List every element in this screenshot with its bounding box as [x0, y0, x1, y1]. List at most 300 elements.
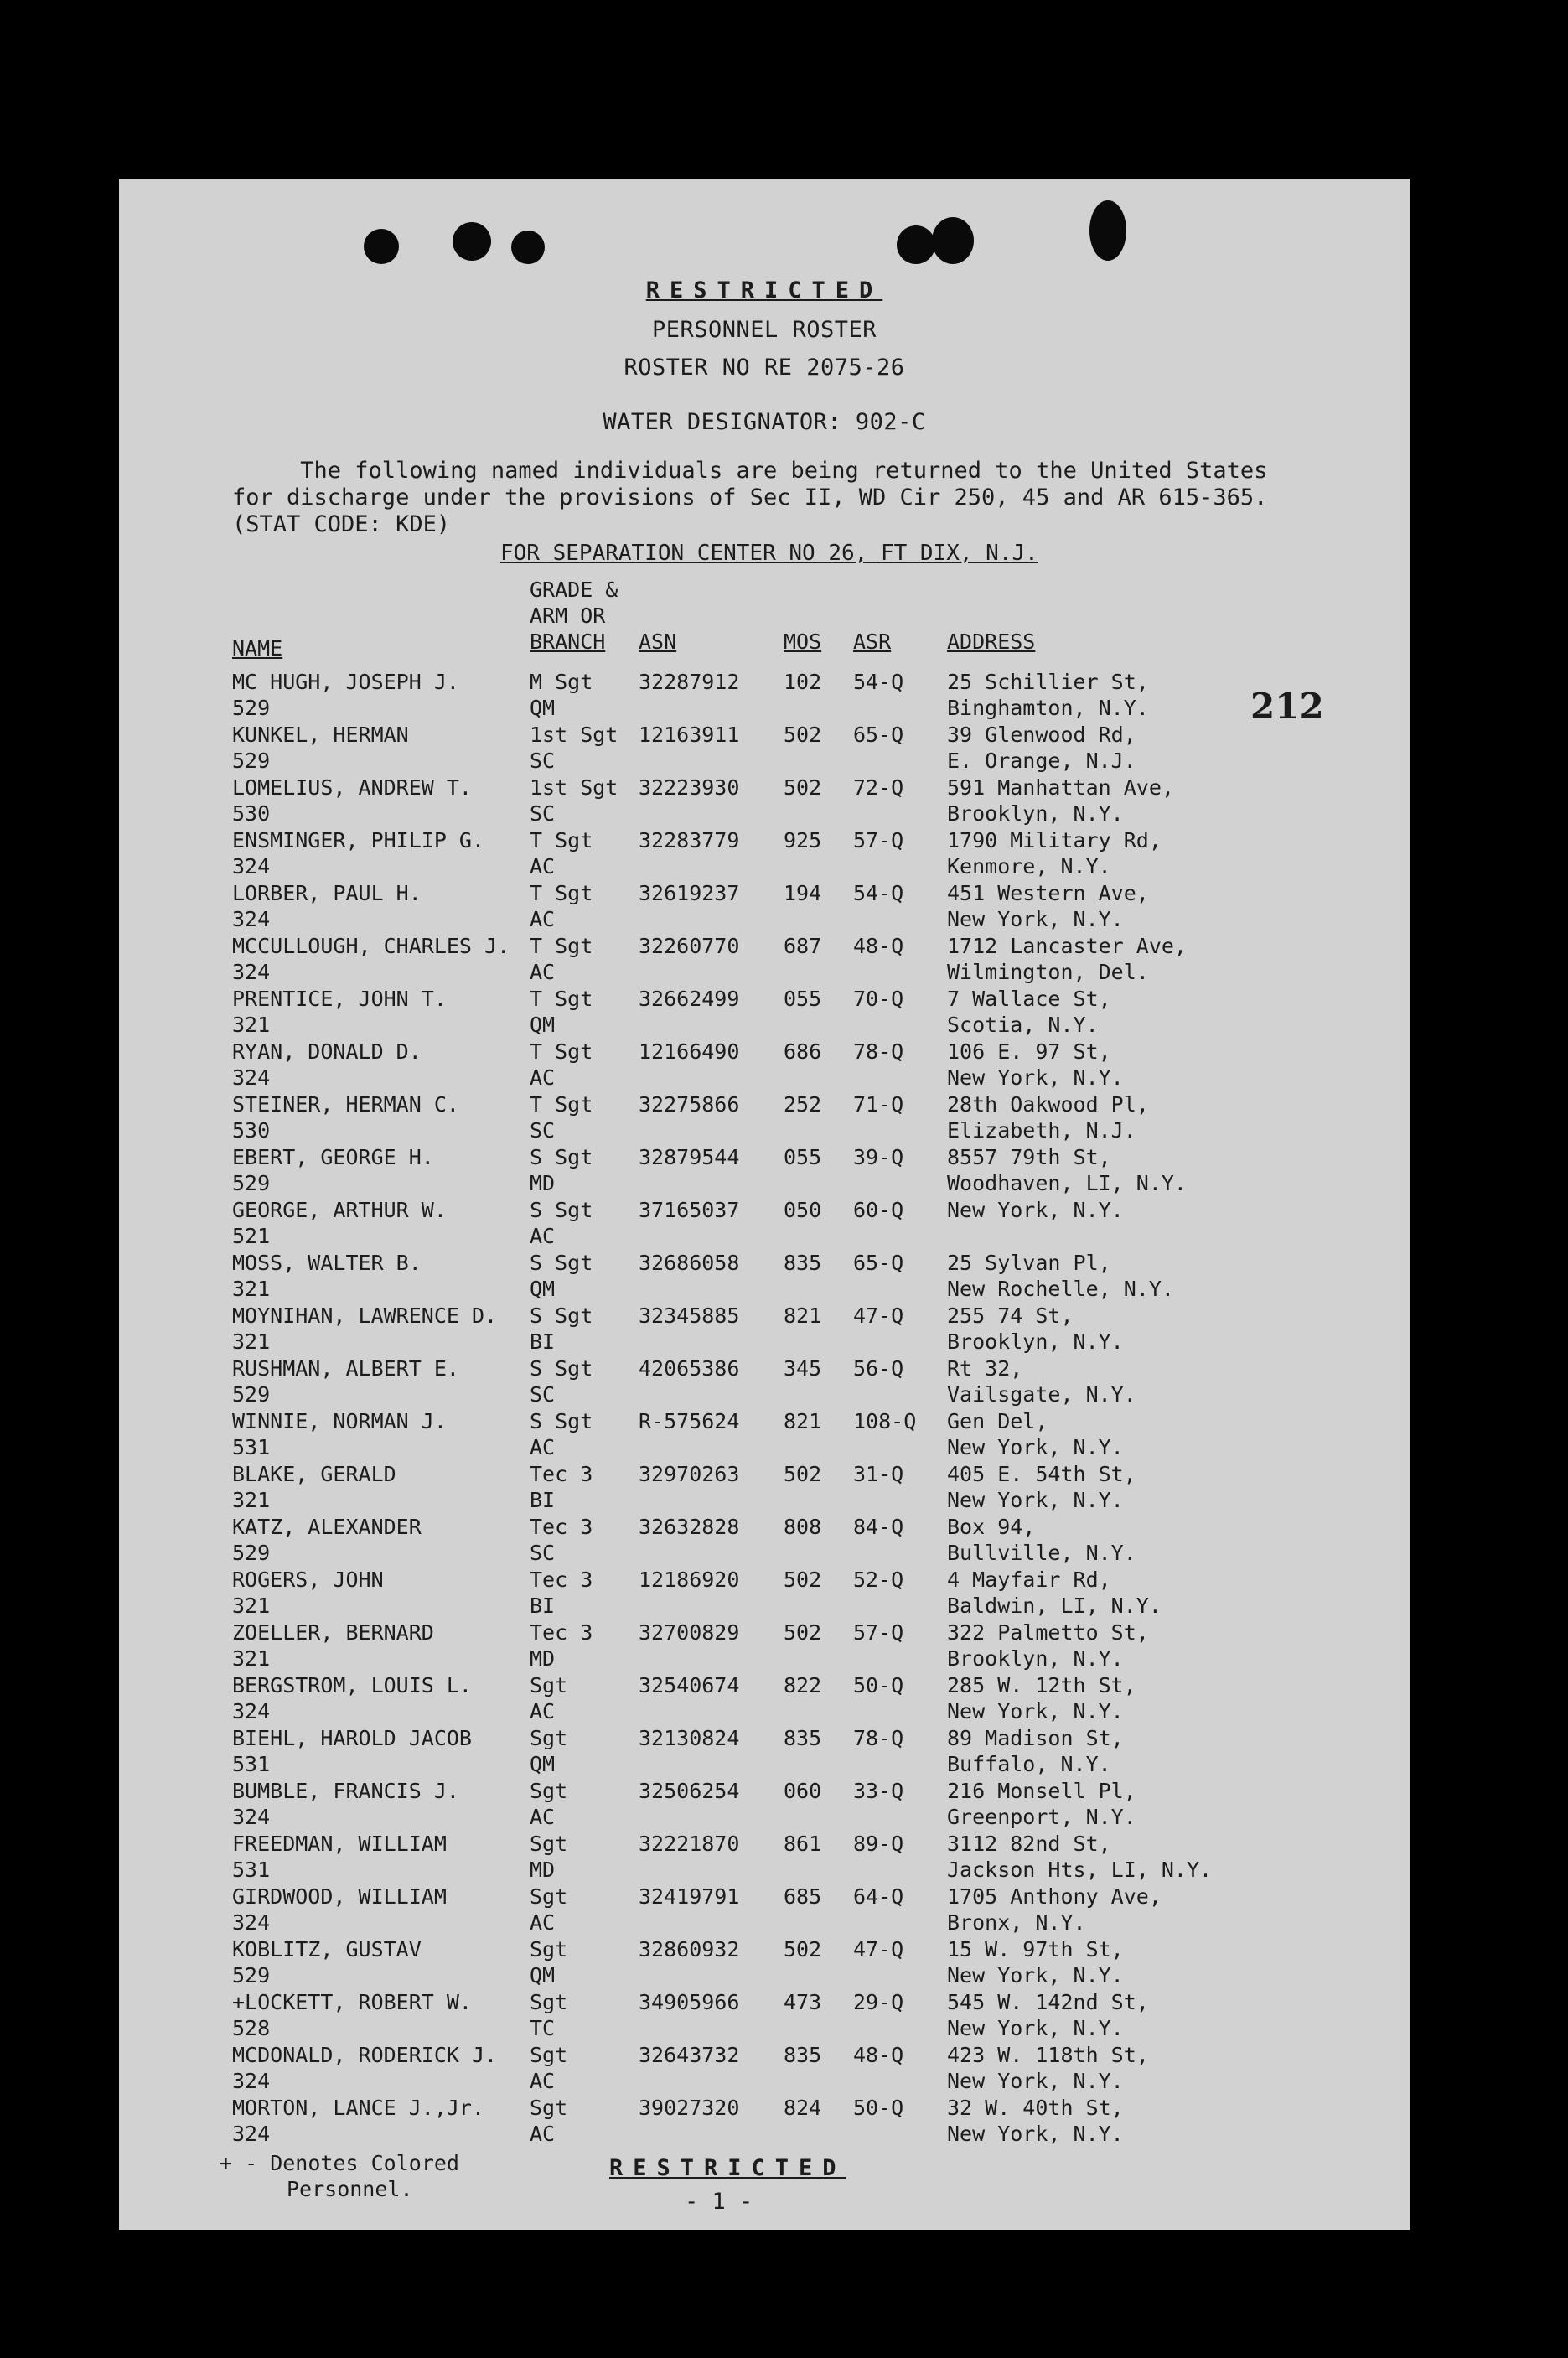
table-row: [119, 722, 1410, 775]
col-header-asn: ASN: [639, 630, 677, 654]
row-address-line-2: Woodhaven, LI, N.Y.: [947, 1171, 1187, 1195]
row-name: STEINER, HERMAN C.: [232, 1092, 459, 1117]
row-asr: 57-Q: [853, 828, 904, 853]
row-asr: 60-Q: [853, 1198, 904, 1222]
row-grade: Tec 3: [530, 1568, 593, 1592]
row-code: 324: [232, 1805, 271, 1829]
footnote-line-2: Personnel.: [287, 2177, 413, 2201]
row-code: 324: [232, 2122, 271, 2146]
table-row: [119, 1725, 1410, 1778]
table-row: [119, 2042, 1410, 2095]
row-grade: S Sgt: [530, 1409, 593, 1433]
intro-line-1: The following named individuals are being returned to the United States: [232, 458, 1268, 484]
row-grade: S Sgt: [530, 1251, 593, 1275]
row-name: LOMELIUS, ANDREW T.: [232, 775, 472, 800]
row-address-line-1: New York, N.Y.: [947, 1198, 1124, 1222]
roster-title: PERSONNEL ROSTER: [651, 317, 877, 343]
row-asr: 57-Q: [853, 1620, 904, 1645]
row-mos: 502: [784, 1568, 822, 1592]
row-code: 324: [232, 1065, 271, 1090]
intro-line-2: for discharge under the provisions of Sec II, WD Cir 250, 45 and AR 615-365.: [232, 485, 1268, 510]
row-asn: 32879544: [639, 1145, 740, 1169]
row-code: 321: [232, 1013, 271, 1037]
table-row: [119, 2095, 1410, 2148]
row-branch: AC: [530, 2069, 556, 2093]
punch-hole: [1089, 200, 1126, 261]
row-address-line-2: E. Orange, N.J.: [947, 749, 1136, 773]
row-mos: 502: [784, 775, 822, 800]
row-mos: 925: [784, 828, 822, 853]
row-mos: 473: [784, 1990, 822, 2014]
row-address-line-2: Kenmore, N.Y.: [947, 854, 1111, 878]
row-branch: SC: [530, 1382, 556, 1407]
row-asr: 50-Q: [853, 2096, 904, 2120]
row-asr: 84-Q: [853, 1515, 904, 1539]
row-branch: QM: [530, 1277, 556, 1301]
row-name: ENSMINGER, PHILIP G.: [232, 828, 485, 853]
row-asn: 32287912: [639, 670, 740, 694]
row-grade: T Sgt: [530, 1092, 593, 1117]
row-asn: 42065386: [639, 1356, 740, 1381]
row-mos: 502: [784, 1937, 822, 1962]
row-branch: TC: [530, 2016, 556, 2040]
row-address-line-1: 255 74 St,: [947, 1303, 1074, 1328]
row-address-line-2: Scotia, N.Y.: [947, 1013, 1099, 1037]
row-branch: SC: [530, 1118, 556, 1143]
separation-center: FOR SEPARATION CENTER NO 26, FT DIX, N.J.: [500, 541, 1038, 566]
row-address-line-1: 451 Western Ave,: [947, 881, 1149, 905]
row-asr: 31-Q: [853, 1462, 904, 1486]
row-address-line-1: Box 94,: [947, 1515, 1036, 1539]
row-branch: MD: [530, 1171, 556, 1195]
row-grade: Tec 3: [530, 1462, 593, 1486]
table-row: [119, 1778, 1410, 1831]
col-header-grade-2: ARM OR: [530, 604, 606, 628]
punch-hole: [511, 231, 545, 264]
row-address-line-1: 591 Manhattan Ave,: [947, 775, 1174, 800]
page-stamp-number: 212: [1250, 686, 1324, 727]
row-code: 324: [232, 960, 271, 984]
table-row: [119, 1039, 1410, 1091]
row-grade: Tec 3: [530, 1515, 593, 1539]
row-asn: 39027320: [639, 2096, 740, 2120]
row-code: 529: [232, 749, 271, 773]
row-address-line-1: 4 Mayfair Rd,: [947, 1568, 1111, 1592]
row-asr: 108-Q: [853, 1409, 917, 1433]
row-branch: QM: [530, 1013, 556, 1037]
row-address-line-2: Bronx, N.Y.: [947, 1910, 1086, 1935]
row-grade: T Sgt: [530, 987, 593, 1011]
row-grade: S Sgt: [530, 1303, 593, 1328]
row-mos: 821: [784, 1303, 822, 1328]
row-address-line-2: Vailsgate, N.Y.: [947, 1382, 1136, 1407]
row-asn: 32130824: [639, 1726, 740, 1750]
intro-line-3: (STAT CODE: KDE): [232, 511, 451, 537]
table-row: [119, 880, 1410, 933]
table-row: [119, 1408, 1410, 1461]
row-name: GEORGE, ARTHUR W.: [232, 1198, 447, 1222]
row-asr: 33-Q: [853, 1779, 904, 1803]
row-name: KUNKEL, HERMAN: [232, 723, 409, 747]
row-asr: 72-Q: [853, 775, 904, 800]
col-header-mos: MOS: [784, 630, 822, 654]
row-address-line-1: 89 Madison St,: [947, 1726, 1124, 1750]
row-name: ROGERS, JOHN: [232, 1568, 384, 1592]
row-asn: 32275866: [639, 1092, 740, 1117]
row-grade: M Sgt: [530, 670, 593, 694]
row-asn: 32223930: [639, 775, 740, 800]
row-code: 324: [232, 2069, 271, 2093]
row-mos: 050: [784, 1198, 822, 1222]
row-address-line-2: New York, N.Y.: [947, 2016, 1124, 2040]
row-asn: 12163911: [639, 723, 740, 747]
table-row: [119, 986, 1410, 1039]
row-asr: 52-Q: [853, 1568, 904, 1592]
row-branch: AC: [530, 960, 556, 984]
row-mos: 345: [784, 1356, 822, 1381]
row-address-line-1: 25 Sylvan Pl,: [947, 1251, 1111, 1275]
col-header-asr: ASR: [853, 630, 892, 654]
row-branch: SC: [530, 801, 556, 826]
row-asr: 64-Q: [853, 1884, 904, 1909]
row-branch: AC: [530, 1224, 556, 1248]
row-branch: QM: [530, 696, 556, 720]
row-mos: 835: [784, 1726, 822, 1750]
row-name: MCCULLOUGH, CHARLES J.: [232, 934, 510, 958]
row-code: 521: [232, 1224, 271, 1248]
row-address-line-1: 25 Schillier St,: [947, 670, 1149, 694]
row-asn: 32345885: [639, 1303, 740, 1328]
row-code: 321: [232, 1329, 271, 1354]
row-address-line-1: 216 Monsell Pl,: [947, 1779, 1136, 1803]
row-name: GIRDWOOD, WILLIAM: [232, 1884, 447, 1909]
row-address-line-2: Greenport, N.Y.: [947, 1805, 1136, 1829]
row-code: 321: [232, 1594, 271, 1618]
col-header-name: NAME: [232, 636, 283, 661]
punch-hole: [932, 217, 974, 264]
table-row: [119, 669, 1410, 722]
table-row: [119, 827, 1410, 880]
document-page: [119, 179, 1410, 2230]
row-code: 321: [232, 1488, 271, 1512]
row-code: 529: [232, 1541, 271, 1565]
row-address-line-1: 1712 Lancaster Ave,: [947, 934, 1187, 958]
row-code: 321: [232, 1277, 271, 1301]
row-name: KATZ, ALEXANDER: [232, 1515, 422, 1539]
row-code: 530: [232, 1118, 271, 1143]
row-code: 531: [232, 1435, 271, 1459]
row-asr: 39-Q: [853, 1145, 904, 1169]
row-asr: 65-Q: [853, 723, 904, 747]
row-mos: 102: [784, 670, 822, 694]
row-address-line-1: 1705 Anthony Ave,: [947, 1884, 1162, 1909]
row-grade: T Sgt: [530, 828, 593, 853]
row-address-line-2: Buffalo, N.Y.: [947, 1752, 1111, 1776]
row-asr: 48-Q: [853, 934, 904, 958]
row-address-line-2: New York, N.Y.: [947, 1435, 1124, 1459]
row-asn: 32283779: [639, 828, 740, 853]
table-row: [119, 1672, 1410, 1725]
row-address-line-2: Binghamton, N.Y.: [947, 696, 1149, 720]
row-address-line-2: New Rochelle, N.Y.: [947, 1277, 1174, 1301]
table-row: [119, 1144, 1410, 1197]
row-asn: 32662499: [639, 987, 740, 1011]
row-grade: 1st Sgt: [530, 775, 618, 800]
table-row: [119, 1303, 1410, 1355]
row-address-line-1: 322 Palmetto St,: [947, 1620, 1149, 1645]
row-mos: 822: [784, 1673, 822, 1697]
row-mos: 502: [784, 723, 822, 747]
row-asr: 89-Q: [853, 1832, 904, 1856]
row-address-line-2: New York, N.Y.: [947, 1065, 1124, 1090]
row-code: 531: [232, 1858, 271, 1882]
row-mos: 502: [784, 1620, 822, 1645]
col-header-grade-1: GRADE &: [530, 578, 618, 602]
row-code: 324: [232, 1699, 271, 1723]
row-code: 529: [232, 1382, 271, 1407]
row-code: 321: [232, 1646, 271, 1671]
row-grade: Sgt: [530, 2096, 568, 2120]
row-code: 324: [232, 854, 271, 878]
roster-number: ROSTER NO RE 2075-26: [624, 355, 905, 381]
table-row: [119, 1936, 1410, 1989]
row-name: MOYNIHAN, LAWRENCE D.: [232, 1303, 498, 1328]
row-mos: 687: [784, 934, 822, 958]
row-name: MOSS, WALTER B.: [232, 1251, 422, 1275]
row-code: 529: [232, 1963, 271, 1987]
row-asn: 32632828: [639, 1515, 740, 1539]
row-grade: Sgt: [530, 2043, 568, 2067]
row-address-line-1: 15 W. 97th St,: [947, 1937, 1124, 1962]
row-grade: 1st Sgt: [530, 723, 618, 747]
row-asn: 32860932: [639, 1937, 740, 1962]
row-address-line-2: New York, N.Y.: [947, 1488, 1124, 1512]
row-address-line-2: Brooklyn, N.Y.: [947, 1646, 1124, 1671]
row-mos: 685: [784, 1884, 822, 1909]
row-asn: 32619237: [639, 881, 740, 905]
row-mos: 686: [784, 1039, 822, 1064]
row-asr: 47-Q: [853, 1303, 904, 1328]
row-asr: 71-Q: [853, 1092, 904, 1117]
row-name: MORTON, LANCE J.,Jr.: [232, 2096, 485, 2120]
row-grade: Sgt: [530, 1832, 568, 1856]
table-row: [119, 1355, 1410, 1408]
table-row: [119, 1620, 1410, 1672]
row-code: 529: [232, 696, 271, 720]
row-code: 530: [232, 801, 271, 826]
table-row: [119, 1250, 1410, 1303]
row-asr: 50-Q: [853, 1673, 904, 1697]
row-mos: 502: [784, 1462, 822, 1486]
table-row: [119, 1514, 1410, 1567]
table-row: [119, 1831, 1410, 1884]
row-branch: AC: [530, 1910, 556, 1935]
row-branch: AC: [530, 2122, 556, 2146]
restricted-header: RESTRICTED: [645, 277, 883, 303]
restricted-footer: RESTRICTED: [609, 2155, 846, 2181]
row-name: LORBER, PAUL H.: [232, 881, 422, 905]
row-asn: 32221870: [639, 1832, 740, 1856]
row-code: 529: [232, 1171, 271, 1195]
row-asr: 56-Q: [853, 1356, 904, 1381]
row-grade: T Sgt: [530, 881, 593, 905]
row-branch: AC: [530, 1435, 556, 1459]
row-code: 531: [232, 1752, 271, 1776]
row-address-line-1: 3112 82nd St,: [947, 1832, 1111, 1856]
row-name: ZOELLER, BERNARD: [232, 1620, 434, 1645]
row-mos: 055: [784, 987, 822, 1011]
row-address-line-1: 39 Glenwood Rd,: [947, 723, 1136, 747]
row-grade: Sgt: [530, 1673, 568, 1697]
row-name: MCDONALD, RODERICK J.: [232, 2043, 498, 2067]
row-asn: 32506254: [639, 1779, 740, 1803]
footnote-line-1: + - Denotes Colored: [220, 2151, 459, 2175]
row-name: PRENTICE, JOHN T.: [232, 987, 447, 1011]
row-grade: Sgt: [530, 1884, 568, 1909]
row-asr: 65-Q: [853, 1251, 904, 1275]
table-row: [119, 1091, 1410, 1144]
punch-hole: [453, 222, 491, 261]
row-asn: 34905966: [639, 1990, 740, 2014]
row-code: 324: [232, 1910, 271, 1935]
row-branch: AC: [530, 1805, 556, 1829]
row-mos: 194: [784, 881, 822, 905]
row-mos: 835: [784, 1251, 822, 1275]
row-address-line-2: New York, N.Y.: [947, 2122, 1124, 2146]
row-name: EBERT, GEORGE H.: [232, 1145, 434, 1169]
row-asn: 32260770: [639, 934, 740, 958]
row-branch: AC: [530, 1065, 556, 1090]
row-address-line-1: 405 E. 54th St,: [947, 1462, 1136, 1486]
row-grade: T Sgt: [530, 934, 593, 958]
row-branch: QM: [530, 1963, 556, 1987]
row-asn: R-575624: [639, 1409, 740, 1433]
row-asr: 54-Q: [853, 881, 904, 905]
row-asr: 78-Q: [853, 1726, 904, 1750]
row-asn: 32540674: [639, 1673, 740, 1697]
row-address-line-1: 423 W. 118th St,: [947, 2043, 1149, 2067]
row-branch: AC: [530, 1699, 556, 1723]
water-designator: WATER DESIGNATOR: 902-C: [603, 409, 926, 435]
row-address-line-2: Bullville, N.Y.: [947, 1541, 1136, 1565]
row-mos: 252: [784, 1092, 822, 1117]
row-mos: 055: [784, 1145, 822, 1169]
row-name: MC HUGH, JOSEPH J.: [232, 670, 459, 694]
row-asr: 48-Q: [853, 2043, 904, 2067]
row-branch: BI: [530, 1488, 556, 1512]
row-branch: AC: [530, 907, 556, 931]
row-grade: S Sgt: [530, 1145, 593, 1169]
table-row: [119, 775, 1410, 827]
row-address-line-1: 1790 Military Rd,: [947, 828, 1162, 853]
row-address-line-2: New York, N.Y.: [947, 1963, 1124, 1987]
punch-hole: [364, 229, 399, 264]
row-name: BIEHL, HAROLD JACOB: [232, 1726, 472, 1750]
row-code: 324: [232, 907, 271, 931]
row-address-line-2: Wilmington, Del.: [947, 960, 1149, 984]
row-asn: 32643732: [639, 2043, 740, 2067]
row-address-line-1: 285 W. 12th St,: [947, 1673, 1136, 1697]
row-name: RYAN, DONALD D.: [232, 1039, 422, 1064]
row-branch: BI: [530, 1594, 556, 1618]
row-asn: 37165037: [639, 1198, 740, 1222]
row-mos: 835: [784, 2043, 822, 2067]
row-name: KOBLITZ, GUSTAV: [232, 1937, 422, 1962]
row-asr: 29-Q: [853, 1990, 904, 2014]
table-row: [119, 1989, 1410, 2042]
row-branch: MD: [530, 1646, 556, 1671]
row-address-line-2: Baldwin, LI, N.Y.: [947, 1594, 1162, 1618]
row-name: BLAKE, GERALD: [232, 1462, 396, 1486]
row-asn: 32419791: [639, 1884, 740, 1909]
row-address-line-2: Jackson Hts, LI, N.Y.: [947, 1858, 1213, 1882]
row-asn: 32700829: [639, 1620, 740, 1645]
row-name: +LOCKETT, ROBERT W.: [232, 1990, 472, 2014]
row-address-line-1: 32 W. 40th St,: [947, 2096, 1124, 2120]
row-mos: 821: [784, 1409, 822, 1433]
row-address-line-1: 545 W. 142nd St,: [947, 1990, 1149, 2014]
row-name: WINNIE, NORMAN J.: [232, 1409, 447, 1433]
row-branch: AC: [530, 854, 556, 878]
row-branch: SC: [530, 1541, 556, 1565]
row-grade: Sgt: [530, 1990, 568, 2014]
row-grade: S Sgt: [530, 1198, 593, 1222]
row-branch: SC: [530, 749, 556, 773]
row-grade: Sgt: [530, 1726, 568, 1750]
row-asn: 32970263: [639, 1462, 740, 1486]
row-asn: 12166490: [639, 1039, 740, 1064]
row-mos: 861: [784, 1832, 822, 1856]
row-mos: 808: [784, 1515, 822, 1539]
row-grade: T Sgt: [530, 1039, 593, 1064]
row-name: RUSHMAN, ALBERT E.: [232, 1356, 459, 1381]
row-branch: MD: [530, 1858, 556, 1882]
row-branch: QM: [530, 1752, 556, 1776]
row-name: BERGSTROM, LOUIS L.: [232, 1673, 472, 1697]
row-mos: 060: [784, 1779, 822, 1803]
row-address-line-1: 7 Wallace St,: [947, 987, 1111, 1011]
row-address-line-2: Brooklyn, N.Y.: [947, 801, 1124, 826]
row-grade: Tec 3: [530, 1620, 593, 1645]
punch-hole: [897, 225, 935, 264]
row-asn: 12186920: [639, 1568, 740, 1592]
table-row: [119, 1197, 1410, 1250]
row-asr: 70-Q: [853, 987, 904, 1011]
row-grade: Sgt: [530, 1937, 568, 1962]
row-grade: Sgt: [530, 1779, 568, 1803]
row-asr: 78-Q: [853, 1039, 904, 1064]
row-branch: BI: [530, 1329, 556, 1354]
row-address-line-2: New York, N.Y.: [947, 907, 1124, 931]
row-asr: 54-Q: [853, 670, 904, 694]
row-address-line-1: Rt 32,: [947, 1356, 1023, 1381]
row-address-line-1: 28th Oakwood Pl,: [947, 1092, 1149, 1117]
col-header-address: ADDRESS: [947, 630, 1036, 654]
row-address-line-2: New York, N.Y.: [947, 2069, 1124, 2093]
row-mos: 824: [784, 2096, 822, 2120]
page-number: - 1 -: [685, 2189, 753, 2215]
table-row: [119, 1884, 1410, 1936]
row-name: BUMBLE, FRANCIS J.: [232, 1779, 459, 1803]
row-address-line-2: New York, N.Y.: [947, 1699, 1124, 1723]
row-address-line-2: Elizabeth, N.J.: [947, 1118, 1136, 1143]
row-address-line-1: Gen Del,: [947, 1409, 1048, 1433]
row-code: 528: [232, 2016, 271, 2040]
table-row: [119, 1461, 1410, 1514]
table-row: [119, 933, 1410, 986]
table-row: [119, 1567, 1410, 1620]
row-address-line-1: 106 E. 97 St,: [947, 1039, 1111, 1064]
